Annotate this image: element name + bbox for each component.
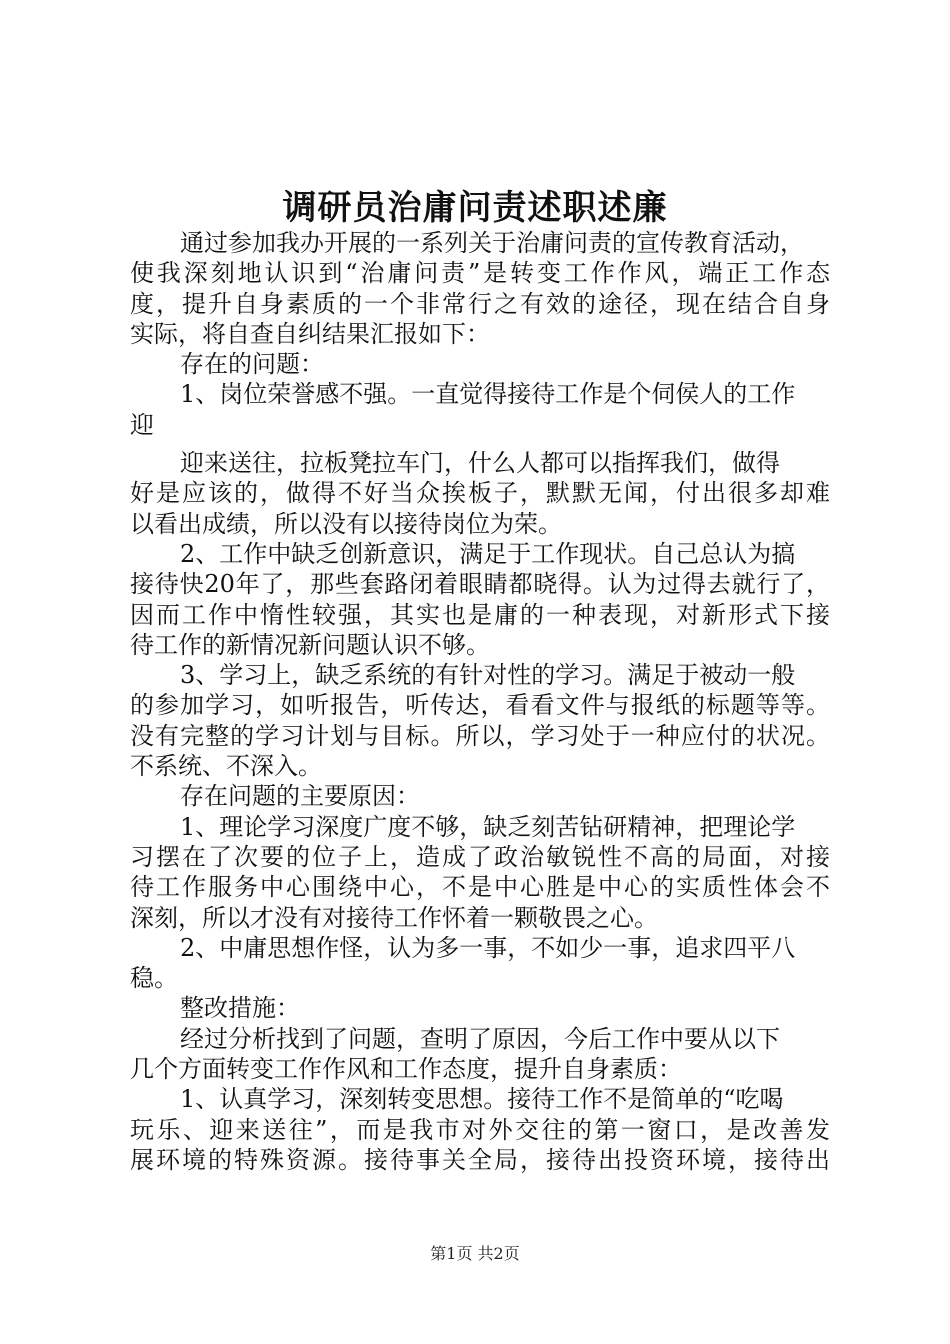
paragraph-line: 1、岗位荣誉感不强。一直觉得接待工作是个伺侯人的工作 <box>180 380 796 409</box>
paragraph-line: 迎来送往，拉板凳拉车门，什么人都可以指挥我们，做得 <box>180 449 780 478</box>
paragraph-line: 没有完整的学习计划与目标。所以，学习处于一种应付的状况。 <box>130 721 830 750</box>
paragraph-line: 的参加学习，如听报告，听传达，看看文件与报纸的标题等等。 <box>130 691 830 720</box>
paragraph-line: 2、中庸思想作怪，认为多一事，不如少一事，追求四平八 <box>180 933 796 962</box>
paragraph-line: 使我深刻地认识到“治庸问责”是转变工作作风，端正工作态 <box>130 259 830 288</box>
paragraph-line: 实际，将自查自纠结果汇报如下： <box>130 319 490 348</box>
paragraph-line: 迎 <box>130 410 154 439</box>
paragraph-line: 接待快20年了，那些套路闭着眼睛都晓得。认为过得去就行了， <box>130 570 830 599</box>
paragraph-line: 2、工作中缺乏创新意识，满足于工作现状。自己总认为搞 <box>180 539 796 568</box>
paragraph-line: 1、理论学习深度广度不够，缺乏刻苦钻研精神，把理论学 <box>180 812 796 841</box>
document-title: 调研员治庸问责述职述廉 <box>282 188 668 228</box>
paragraph-line: 习摆在了次要的位子上，造成了政治敏锐性不高的局面，对接 <box>130 842 830 871</box>
document-body <box>130 228 830 1175</box>
paragraph-line: 玩乐、迎来送往”，而是我市对外交往的第一窗口，是改善发 <box>130 1115 830 1144</box>
paragraph-line: 深刻，所以才没有对接待工作怀着一颗敬畏之心。 <box>130 903 658 932</box>
paragraph-line: 好是应该的，做得不好当众挨板子，默默无闻，付出很多却难 <box>130 479 830 508</box>
paragraph-line: 度，提升自身素质的一个非常行之有效的途径，现在结合自身 <box>130 289 830 318</box>
paragraph-line: 不系统、不深入。 <box>130 752 322 781</box>
paragraph-line: 经过分析找到了问题，查明了原因，今后工作中要从以下 <box>180 1024 780 1053</box>
paragraph-line: 以看出成绩，所以没有以接待岗位为荣。 <box>130 509 562 538</box>
paragraph-line: 3、学习上，缺乏系统的有针对性的学习。满足于被动一般 <box>180 661 796 690</box>
paragraph-line: 稳。 <box>130 964 178 993</box>
section-heading: 整改措施： <box>180 994 300 1023</box>
paragraph-line: 1、认真学习，深刻转变思想。接待工作不是简单的“吃喝 <box>180 1085 784 1114</box>
section-heading: 存在的问题： <box>180 350 324 379</box>
paragraph-line: 通过参加我办开展的一系列关于治庸问责的宣传教育活动， <box>180 229 804 257</box>
paragraph-line: 因而工作中惰性较强，其实也是庸的一种表现，对新形式下接 <box>130 600 830 629</box>
paragraph-line: 展环境的特殊资源。接待事关全局，接待出投资环境，接待出 <box>130 1145 830 1174</box>
page-footer: 第1页 共2页 <box>430 1244 520 1263</box>
paragraph-line: 待工作服务中心围绕中心，不是中心胜是中心的实质性体会不 <box>130 873 830 902</box>
paragraph-line: 待工作的新情况新问题认识不够。 <box>130 630 490 659</box>
section-heading: 存在问题的主要原因： <box>180 782 420 811</box>
paragraph-line: 几个方面转变工作作风和工作态度，提升自身素质： <box>130 1055 682 1084</box>
